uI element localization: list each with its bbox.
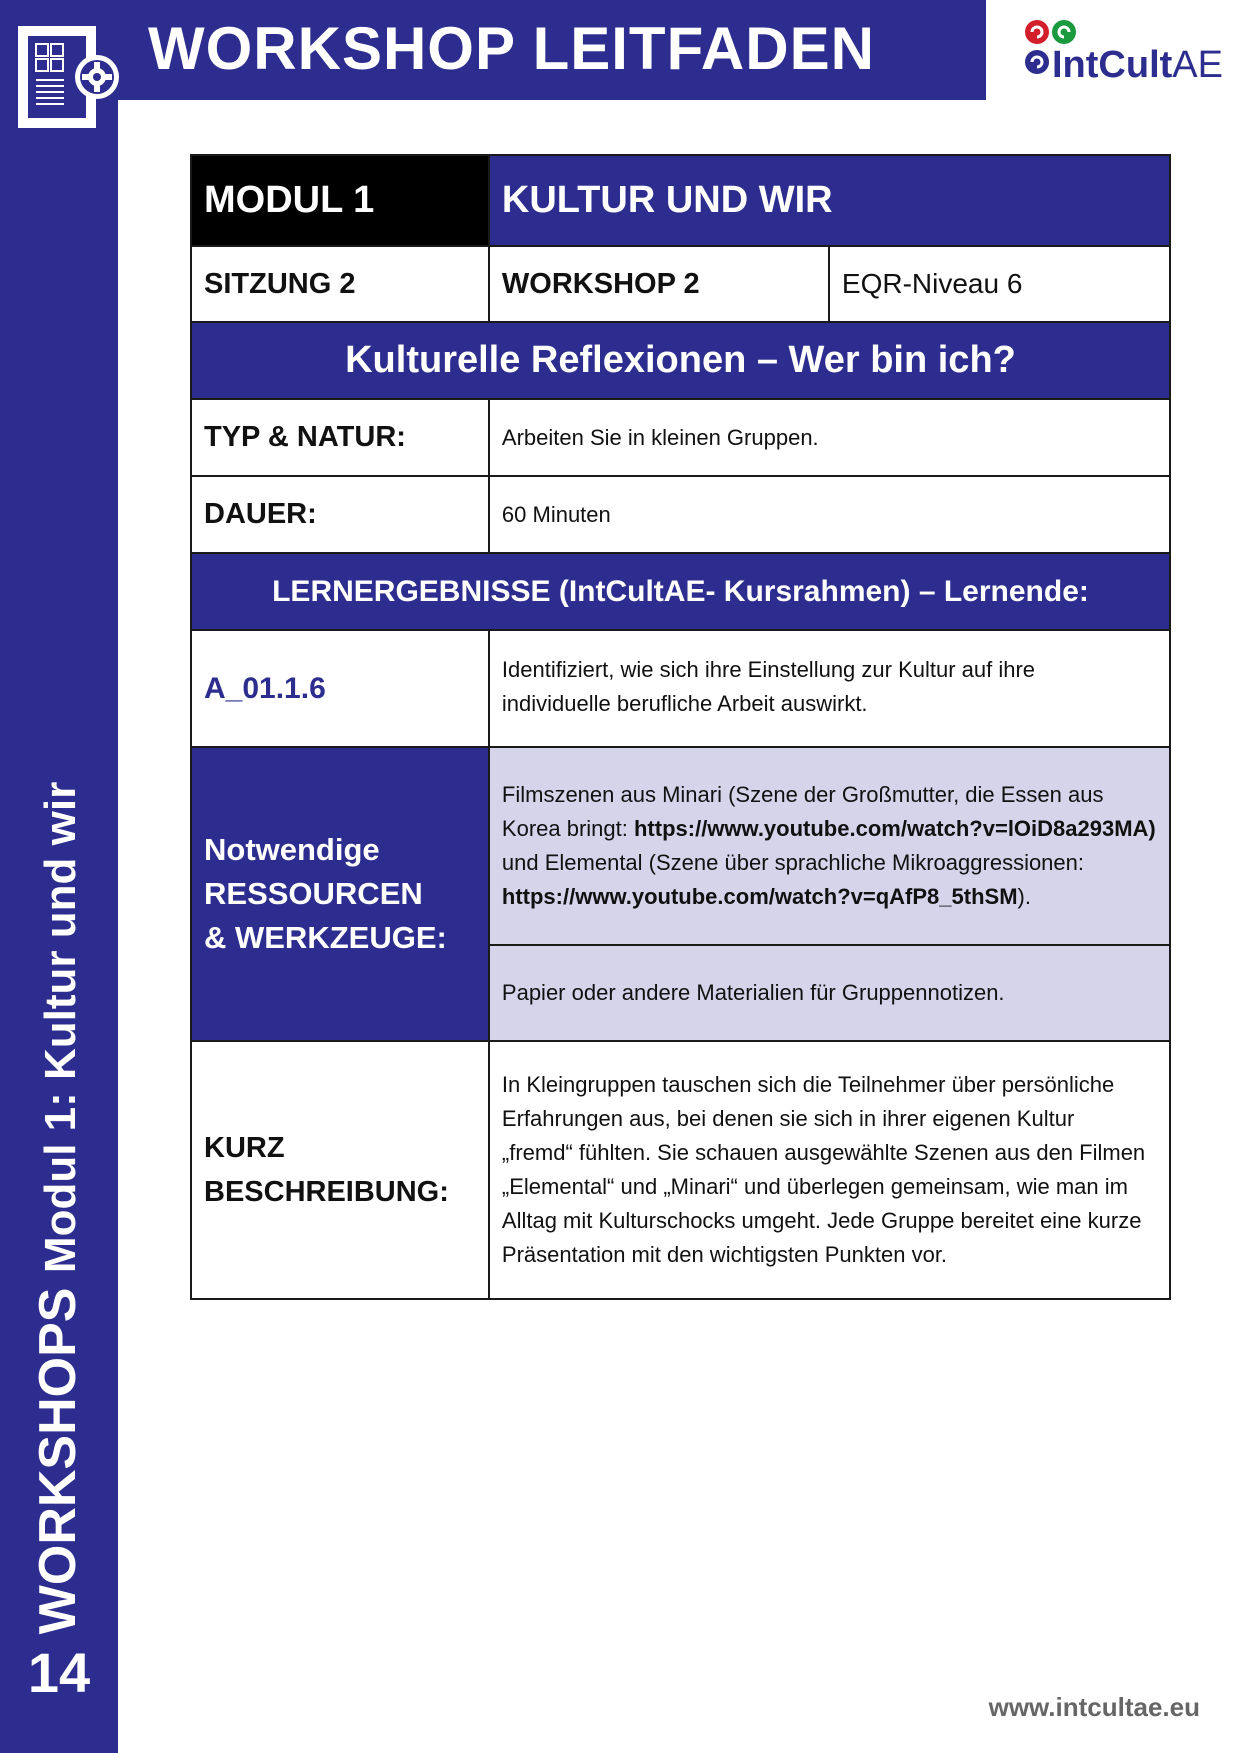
learning-outcomes-header: LERNERGEBNISSE (IntCultAE- Kursrahmen) – Lernende: <box>191 553 1170 630</box>
intcultae-logo: IntCultAE <box>1024 16 1224 86</box>
eqr-level: EQR-Niveau 6 <box>829 246 1170 322</box>
outcome-code: A_01.1.6 <box>191 630 489 747</box>
resource-film-scenes: Filmszenen aus Minari (Szene der Großmutter, die Essen aus Korea bringt: https://www.youtube.com/watch?v=lOiD8a293MA) und Elemental (Szene über sprachliche Mikroaggressionen: https://www.youtube.com/watch?v=qAfP8_5thSM). <box>489 747 1170 945</box>
type-label: TYP & NATUR: <box>191 399 489 476</box>
workshop-label: WORKSHOP 2 <box>489 246 829 322</box>
youtube-link-elemental[interactable]: https://www.youtube.com/watch?v=qAfP8_5thSM <box>501 884 1018 909</box>
gear-icon <box>72 52 122 102</box>
session-label: SITZUNG 2 <box>191 246 489 322</box>
resource-paper: Papier oder andere Materialien für Gruppennotizen. <box>489 945 1170 1041</box>
workshop-title: Kulturelle Reflexionen – Wer bin ich? <box>191 322 1170 399</box>
description-text: In Kleingruppen tauschen sich die Teilnehmer über persönliche Erfahrungen aus, bei denen sie sich in ihrer eigenen Kultur „fremd“ fühlten. Sie schauen ausgewählte Szenen aus den Filmen „Elemental“ und „Minari“ und überlegen gemeinsam, wie man im Alltag mit Kulturschocks umgeht. Jede Gruppe bereitet eine kurze Präsentation mit den wichtigsten Punkten vor. <box>489 1041 1170 1299</box>
footer-url[interactable]: www.intcultae.eu <box>988 1692 1200 1722</box>
page-title: WORKSHOP LEITFADEN <box>148 15 875 82</box>
module-label: MODUL 1 <box>191 155 489 246</box>
resources-label: Notwendige RESSOURCEN & WERKZEUGE: <box>191 747 489 1041</box>
type-value: Arbeiten Sie in kleinen Gruppen. <box>489 399 1170 476</box>
description-label: KURZ BESCHREIBUNG: <box>191 1041 489 1299</box>
outcome-text: Identifiziert, wie sich ihre Einstellung zur Kultur auf ihre individuelle berufliche Arbeit auswirkt. <box>489 630 1170 747</box>
page-number: 14 <box>27 1641 91 1704</box>
workshop-table <box>190 154 1171 1300</box>
duration-value: 60 Minuten <box>489 476 1170 553</box>
module-title: KULTUR UND WIR <box>489 155 1170 246</box>
youtube-link-minari[interactable]: https://www.youtube.com/watch?v=lOiD8a293MA) <box>633 816 1156 841</box>
duration-label: DAUER: <box>191 476 489 553</box>
